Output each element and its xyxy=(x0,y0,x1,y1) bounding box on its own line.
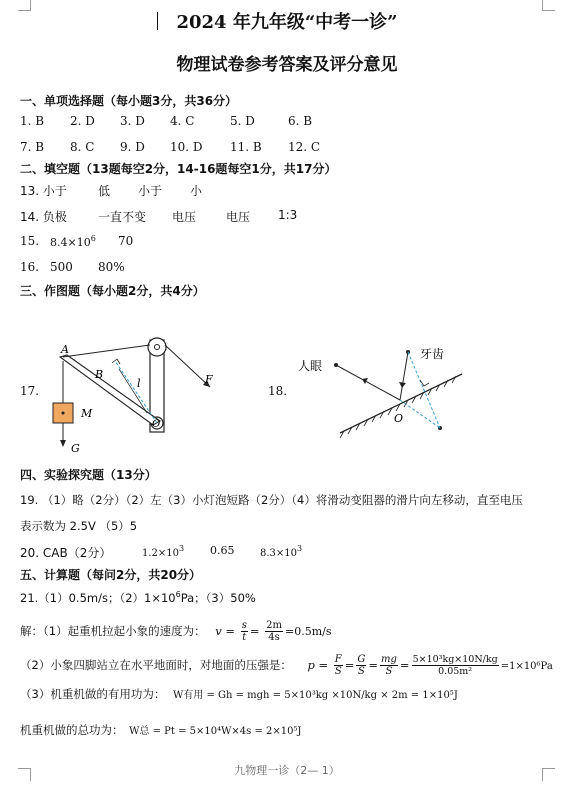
section1-heading: 一、单项选择题（每小题3分，共36分） xyxy=(20,94,238,108)
solution-line-2: （2）小象四脚站立在水平地面时，对地面的压强是： p = $\frac{F}{S}$ = $\frac{G}{S}$ = $\frac{mg}{S}$ = $\frac{\text{5×10³kg×10N/kg}}{\text{0.05m²}}$ =1×10⁶Pa xyxy=(20,654,553,677)
mc-answer: 8. C xyxy=(70,140,95,154)
label-eye: 人眼 xyxy=(298,359,323,373)
mc-answer: 1. B xyxy=(20,114,45,128)
lever-pulley-diagram xyxy=(45,325,245,460)
rope-force-line xyxy=(165,345,210,387)
reflected-arrowhead xyxy=(362,378,368,384)
solution-line-1: 解：（1）起重机拉起小象的速度为： v = $\frac{s}{t}$ = $\frac{2m}{4s}$ =0.5m/s xyxy=(20,620,332,643)
q19-line2: 表示数为 2.5V （5）5 xyxy=(20,519,138,533)
q14-answer: 电压 xyxy=(226,210,251,224)
right-angle-mark xyxy=(112,359,117,363)
q20-answer: 0.65 xyxy=(210,544,235,557)
right-angle-mark xyxy=(420,380,429,386)
q21-text: 21.（1）0.5m/s；（2）1×10 xyxy=(20,591,176,605)
eye-point xyxy=(334,363,338,367)
label-O: O xyxy=(394,412,404,425)
mc-answer: 6. B xyxy=(288,114,313,128)
pressure-symbol: p = xyxy=(307,658,329,672)
label-l: l xyxy=(137,377,141,390)
center-of-gravity xyxy=(62,412,65,415)
fraction-denominator: 0.05m² xyxy=(438,666,473,677)
fraction-F-over-S xyxy=(334,654,343,677)
q13-answer: 13. 小于 xyxy=(20,184,67,198)
pressure-result: =1×10⁶Pa xyxy=(500,661,553,672)
q16-answer: 80% xyxy=(98,260,125,274)
q14-answer: 14. 负极 xyxy=(20,210,67,224)
q15-exponent: 6 xyxy=(90,234,96,243)
label-tooth: 牙齿 xyxy=(420,347,445,361)
q16-number: 16. xyxy=(20,260,40,274)
mc-answer: 10. D xyxy=(170,140,203,154)
q15-answer: 70 xyxy=(118,234,134,248)
fraction-mg-over-S xyxy=(380,654,398,677)
solution-label: （3）机重机做的有用功为： xyxy=(20,687,166,701)
mc-answer: 12. C xyxy=(288,140,321,154)
q18-number: 18. xyxy=(268,384,288,398)
gravity-arrowhead xyxy=(60,440,66,447)
page-subtitle: 物理试卷参考答案及评分意见 xyxy=(176,55,398,75)
fraction-numerator: s xyxy=(241,620,247,631)
fraction-denominator: S xyxy=(334,666,342,677)
label-A: A xyxy=(61,343,69,356)
fraction-denominator: t xyxy=(242,632,247,643)
lever-rod xyxy=(60,355,160,425)
fraction-G-over-S xyxy=(356,654,366,677)
mc-answer: 7. B xyxy=(20,140,45,154)
pulley-axle xyxy=(155,345,160,350)
incident-ray xyxy=(400,352,408,400)
fraction-pressure-values xyxy=(412,654,499,677)
mc-answer: 2. D xyxy=(70,114,95,128)
label-M: M xyxy=(81,407,93,420)
incident-arrowhead xyxy=(399,382,406,388)
q21-line xyxy=(20,590,256,606)
page-title: 2024 年九年级“中考一诊” xyxy=(176,12,398,33)
fraction-denominator: 4s xyxy=(268,632,280,643)
q20-answer xyxy=(142,544,184,559)
label-O: O xyxy=(152,419,161,430)
velocity-symbol: v xyxy=(215,624,222,638)
q16-answer: 500 xyxy=(50,260,73,274)
mirror-reflection-diagram xyxy=(290,338,470,443)
mc-answer: 9. D xyxy=(120,140,145,154)
section2-heading: 二、填空题（13题每空2分，14-16题每空1分，共17分） xyxy=(20,162,337,176)
solution-label: （2）小象四脚站立在水平地面时，对地面的压强是： xyxy=(20,658,292,672)
fraction-denominator: S xyxy=(357,666,365,677)
q14-answer: 1:3 xyxy=(278,208,298,222)
q20-mantissa: 8.3×10 xyxy=(260,548,298,559)
fraction-numerator: 5×10³kg×10N/kg xyxy=(412,654,498,665)
q19-line1: 19. （1）略（2分）（2）左（3）小灯泡短路（2分）（4）将滑动变阻器的滑片向左移动，直至电压 xyxy=(20,493,523,507)
right-angle-mark xyxy=(117,359,120,364)
mc-answer: 5. D xyxy=(230,114,255,128)
total-work-equation: W总 = Pt = 5×10⁴W×4s = 2×10⁵J xyxy=(129,726,302,737)
q15-mantissa: 8.4×10 xyxy=(50,236,91,249)
q15-answer xyxy=(50,234,96,249)
useful-work-equation: W有用 = Gh = mgh = 5×10³kg ×10N/kg × 2m = 1×10⁵J xyxy=(172,690,458,701)
section5-heading: 五、计算题（每问2分，共20分） xyxy=(20,568,202,582)
section3-heading: 三、作图题（每小题2分，共4分） xyxy=(20,284,205,298)
mc-answer: 3. D xyxy=(120,114,145,128)
mc-answer: 11. B xyxy=(230,140,262,154)
q21-exponent: 6 xyxy=(175,590,181,599)
solution-label: 机重机做的总功为： xyxy=(20,723,124,737)
fraction-denominator: S xyxy=(385,666,393,677)
q20-exponent: 3 xyxy=(297,544,303,553)
q13-answer: 小 xyxy=(190,184,203,198)
q20-exponent: 3 xyxy=(179,544,185,553)
q17-number: 17. xyxy=(20,384,40,398)
fraction-numerator: mg xyxy=(381,654,397,665)
q13-answer: 小于 xyxy=(138,184,163,198)
q13-answer: 低 xyxy=(98,184,111,198)
q20-mantissa: 1.2×10 xyxy=(142,548,180,559)
q21-text-tail: Pa；（3）50% xyxy=(180,591,256,605)
fraction-s-over-t xyxy=(241,620,248,643)
mc-answer: 4. C xyxy=(170,114,195,128)
fraction-numerator: 2m xyxy=(266,620,282,631)
q20-answer xyxy=(260,544,302,559)
solution-line-4 xyxy=(20,722,302,738)
q14-answer: 电压 xyxy=(172,210,197,224)
q15-number: 15. xyxy=(20,234,40,248)
velocity-result: =0.5m/s xyxy=(284,625,332,638)
q20-answer: 20. CAB（2分） xyxy=(20,546,112,560)
rope-segment xyxy=(63,345,150,357)
fraction-numerator: G xyxy=(357,654,366,665)
symmetry-dashed-line xyxy=(408,352,440,428)
fraction-values xyxy=(265,620,283,643)
q14-answer: 一直不变 xyxy=(98,210,147,224)
solution-label: 解：（1）起重机拉起小象的速度为： xyxy=(20,624,206,638)
label-F: F xyxy=(205,373,213,386)
page-footer: 九物理一诊（2— 1） xyxy=(234,764,340,777)
solution-line-3 xyxy=(20,686,458,702)
section4-heading: 四、实验探究题（13分） xyxy=(20,468,157,482)
label-B: B xyxy=(95,368,104,381)
label-G: G xyxy=(71,442,80,455)
fraction-numerator: F xyxy=(334,654,342,665)
reflected-ray xyxy=(336,365,400,400)
